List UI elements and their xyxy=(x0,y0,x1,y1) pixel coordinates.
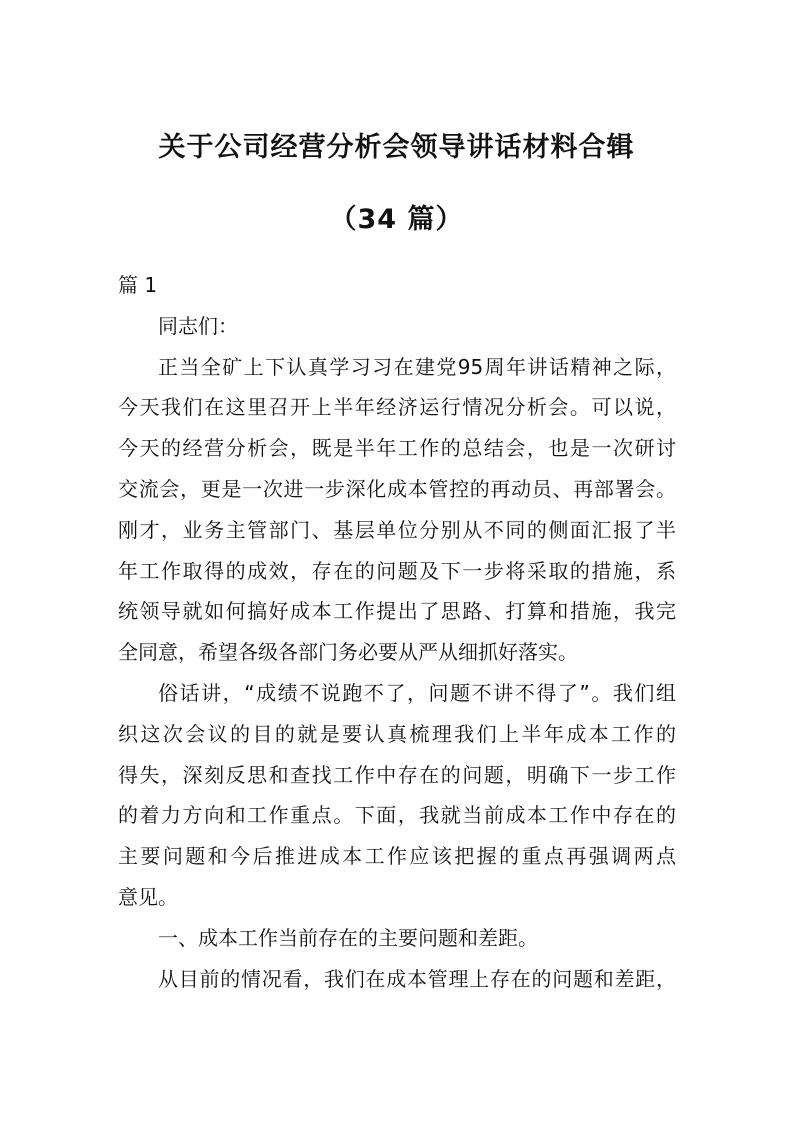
text-line: 统领导就如何搞好成本工作提出了思路、打算和措施，我完 xyxy=(118,599,676,624)
text-line: 全同意，希望各级各部门务必要从严从细抓好落实。 xyxy=(118,640,578,665)
text-line: 俗话讲，“成绩不说跑不了，问题不讲不得了”。我们组 xyxy=(158,680,676,705)
document-body xyxy=(118,265,676,999)
document-title: 关于公司经营分析会领导讲话材料合辑 xyxy=(158,132,635,163)
text-line: 交流会，更是一次进一步深化成本管控的再动员、再部署会。 xyxy=(118,476,676,501)
text-line: 今天我们在这里召开上半年经济运行情况分析会。可以说， xyxy=(118,395,676,420)
text-line: 得失，深刻反思和查找工作中存在的问题，明确下一步工作 xyxy=(118,762,676,787)
text-line: 年工作取得的成效，存在的问题及下一步将采取的措施，系 xyxy=(118,558,676,583)
text-line: 主要问题和今后推进成本工作应该把握的重点再强调两点 xyxy=(118,844,676,869)
text-line: 刚才，业务主管部门、基层单位分别从不同的侧面汇报了半 xyxy=(118,517,676,542)
section-heading: 篇 1 xyxy=(118,273,158,297)
text-line: 今天的经营分析会，既是半年工作的总结会，也是一次研讨 xyxy=(118,436,676,461)
text-line: 同志们： xyxy=(158,313,238,338)
text-line: 一、成本工作当前存在的主要问题和差距。 xyxy=(158,925,538,950)
text-line: 织这次会议的目的就是要认真梳理我们上半年成本工作的 xyxy=(118,721,676,746)
document-subtitle: （34 篇） xyxy=(329,204,464,235)
text-line: 从目前的情况看，我们在成本管理上存在的问题和差距， xyxy=(158,966,676,991)
text-line: 意见。 xyxy=(118,884,178,909)
text-line: 的着力方向和工作重点。下面，我就当前成本工作中存在的 xyxy=(118,803,676,828)
text-line: 正当全矿上下认真学习习在建党95周年讲话精神之际， xyxy=(158,354,676,379)
